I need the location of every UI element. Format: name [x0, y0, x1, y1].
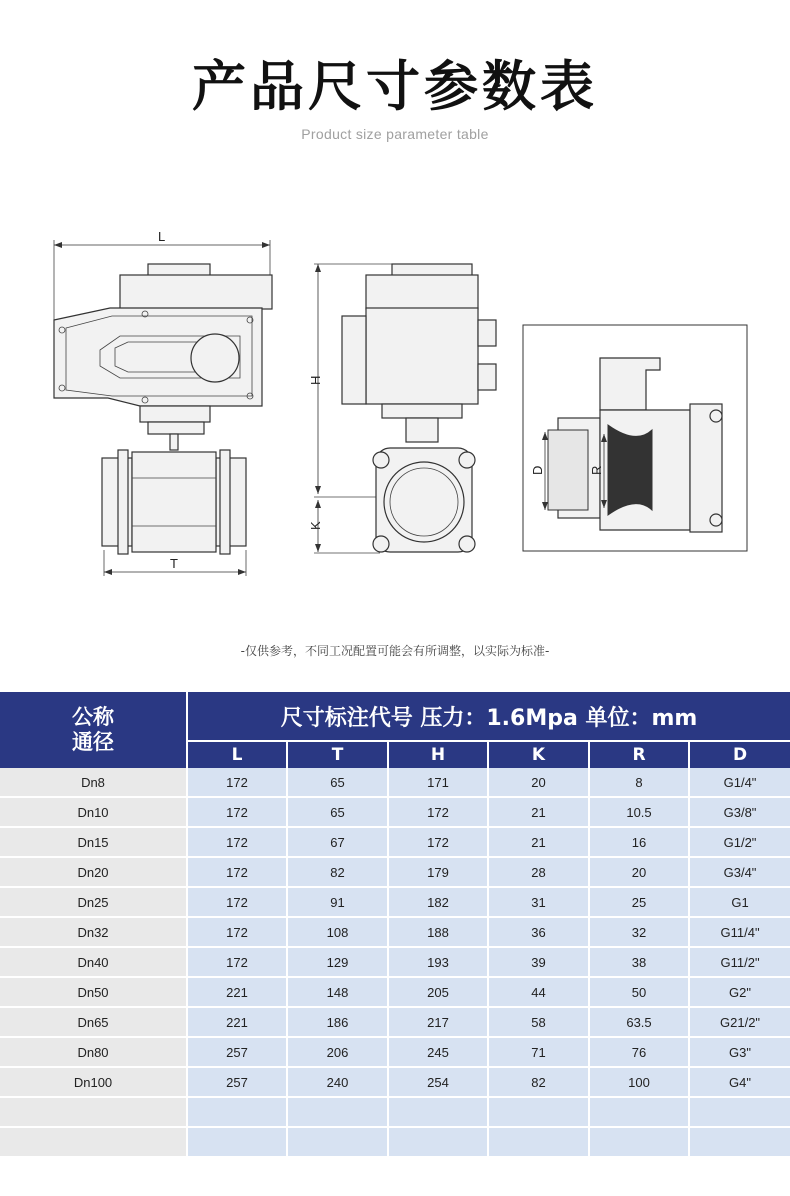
- table-row: [0, 797, 790, 827]
- dimension-cell-h: 193: [388, 947, 488, 977]
- dimension-cell-h: 188: [388, 917, 488, 947]
- dimension-cell-t: 206: [287, 1037, 388, 1067]
- dimension-cell-h: [388, 1097, 488, 1127]
- nominal-diameter-header-line1: 公称: [72, 705, 114, 729]
- column-header-t: T: [287, 741, 388, 768]
- dimension-cell-h: 217: [388, 1007, 488, 1037]
- table-row: [0, 768, 790, 797]
- nominal-diameter-header: [0, 692, 187, 768]
- dimension-cell-r: 32: [589, 917, 689, 947]
- dimension-cell-l: 172: [187, 917, 287, 947]
- dimension-cell-l: 172: [187, 827, 287, 857]
- nominal-diameter-cell: Dn32: [0, 917, 187, 947]
- dim-label-r: R: [589, 465, 604, 475]
- dimension-cell-r: 25: [589, 887, 689, 917]
- nominal-diameter-cell: [0, 1127, 187, 1157]
- nominal-diameter-cell: Dn80: [0, 1037, 187, 1067]
- dim-label-k: K: [308, 521, 323, 530]
- dimension-cell-l: 172: [187, 857, 287, 887]
- table-title-header: 尺寸标注代号 压力：1.6Mpa 单位：mm: [187, 692, 790, 741]
- column-header-k: K: [488, 741, 589, 768]
- dimension-cell-k: 20: [488, 768, 589, 797]
- page-subtitle: Product size parameter table: [301, 126, 489, 142]
- dimension-cell-k: 21: [488, 797, 589, 827]
- dimension-cell-r: [589, 1127, 689, 1157]
- nominal-diameter-cell: Dn25: [0, 887, 187, 917]
- dimension-cell-d: G3/4": [689, 857, 790, 887]
- dimension-cell-t: 65: [287, 768, 388, 797]
- dim-label-l: L: [158, 229, 166, 244]
- dimension-cell-t: 186: [287, 1007, 388, 1037]
- table-row: [0, 1007, 790, 1037]
- dimension-cell-k: 39: [488, 947, 589, 977]
- dim-label-d: D: [530, 465, 545, 475]
- nominal-diameter-cell: [0, 1097, 187, 1127]
- dimension-cell-k: 31: [488, 887, 589, 917]
- dimension-cell-k: 28: [488, 857, 589, 887]
- nominal-diameter-cell: Dn20: [0, 857, 187, 887]
- dimension-cell-h: 245: [388, 1037, 488, 1067]
- dimension-cell-r: 20: [589, 857, 689, 887]
- dimension-cell-h: [388, 1127, 488, 1157]
- dimension-cell-r: 16: [589, 827, 689, 857]
- dimension-cell-d: G3/8": [689, 797, 790, 827]
- dimension-cell-l: [187, 1097, 287, 1127]
- dimension-cell-r: 63.5: [589, 1007, 689, 1037]
- nominal-diameter-cell: Dn100: [0, 1067, 187, 1097]
- table-row: [0, 947, 790, 977]
- dimension-cell-t: [287, 1097, 388, 1127]
- dimension-cell-l: 221: [187, 977, 287, 1007]
- dimension-cell-l: 172: [187, 797, 287, 827]
- dimension-cell-h: 171: [388, 768, 488, 797]
- table-row: [0, 857, 790, 887]
- table-row: [0, 1067, 790, 1097]
- dimension-cell-d: G1/4": [689, 768, 790, 797]
- parameter-table: [0, 692, 790, 1158]
- dimension-cell-r: 50: [589, 977, 689, 1007]
- dimension-cell-h: 182: [388, 887, 488, 917]
- nominal-diameter-cell: Dn50: [0, 977, 187, 1007]
- dimension-cell-k: 71: [488, 1037, 589, 1067]
- dimension-cell-d: G2": [689, 977, 790, 1007]
- section-view-drawing: [523, 325, 747, 551]
- table-row: [0, 887, 790, 917]
- dimension-cell-t: 65: [287, 797, 388, 827]
- dimension-cell-d: G21/2": [689, 1007, 790, 1037]
- dimension-cell-l: 257: [187, 1067, 287, 1097]
- dimension-cell-t: 240: [287, 1067, 388, 1097]
- parameter-table-wrapper: [0, 692, 790, 1158]
- dimension-cell-k: 36: [488, 917, 589, 947]
- valve-dimension-drawings: [0, 220, 790, 590]
- dimension-cell-d: G1: [689, 887, 790, 917]
- dimension-cell-d: G1/2": [689, 827, 790, 857]
- table-row: [0, 1097, 790, 1127]
- dimension-cell-t: 67: [287, 827, 388, 857]
- dimension-cell-l: [187, 1127, 287, 1157]
- table-row: [0, 1037, 790, 1067]
- table-row: [0, 917, 790, 947]
- dimension-cell-d: G11/2": [689, 947, 790, 977]
- dimension-cell-k: 44: [488, 977, 589, 1007]
- dimension-cell-r: 76: [589, 1037, 689, 1067]
- dimension-cell-k: 58: [488, 1007, 589, 1037]
- dimension-cell-d: G4": [689, 1067, 790, 1097]
- dimension-cell-k: [488, 1127, 589, 1157]
- dimension-cell-h: 205: [388, 977, 488, 1007]
- table-row: [0, 977, 790, 1007]
- dimension-cell-k: 82: [488, 1067, 589, 1097]
- front-view-drawing: [54, 229, 272, 576]
- dimension-cell-h: 172: [388, 827, 488, 857]
- nominal-diameter-cell: Dn65: [0, 1007, 187, 1037]
- table-body: [0, 768, 790, 1157]
- dimension-cell-r: 100: [589, 1067, 689, 1097]
- dimension-cell-r: 10.5: [589, 797, 689, 827]
- dimension-cell-l: 172: [187, 887, 287, 917]
- nominal-diameter-header-line2: 通径: [72, 730, 114, 754]
- dimension-cell-r: 8: [589, 768, 689, 797]
- dimension-cell-t: [287, 1127, 388, 1157]
- dimension-cell-k: [488, 1097, 589, 1127]
- dim-label-h: H: [308, 375, 323, 385]
- table-row: [0, 1127, 790, 1157]
- nominal-diameter-cell: Dn8: [0, 768, 187, 797]
- dimension-cell-l: 172: [187, 768, 287, 797]
- column-header-l: L: [187, 741, 287, 768]
- dimension-cell-t: 148: [287, 977, 388, 1007]
- dimension-cell-h: 172: [388, 797, 488, 827]
- dimension-cell-t: 82: [287, 857, 388, 887]
- table-row: [0, 827, 790, 857]
- column-header-r: R: [589, 741, 689, 768]
- dim-label-t: T: [170, 556, 178, 571]
- dimension-cell-r: 38: [589, 947, 689, 977]
- nominal-diameter-cell: Dn40: [0, 947, 187, 977]
- dimension-cell-d: G3": [689, 1037, 790, 1067]
- nominal-diameter-cell: Dn10: [0, 797, 187, 827]
- dimension-cell-l: 221: [187, 1007, 287, 1037]
- dimension-cell-h: 254: [388, 1067, 488, 1097]
- page-title: 产品尺寸参数表: [192, 55, 598, 118]
- nominal-diameter-cell: Dn15: [0, 827, 187, 857]
- column-header-d: D: [689, 741, 790, 768]
- side-view-drawing: [308, 264, 496, 553]
- dimension-cell-t: 129: [287, 947, 388, 977]
- dimension-cell-l: 257: [187, 1037, 287, 1067]
- reference-note: -仅供参考，不同工况配置可能会有所调整，以实际为标准-: [240, 644, 550, 658]
- dimension-cell-t: 108: [287, 917, 388, 947]
- dimension-cell-d: G11/4": [689, 917, 790, 947]
- dimension-cell-h: 179: [388, 857, 488, 887]
- dimension-cell-d: [689, 1097, 790, 1127]
- column-header-h: H: [388, 741, 488, 768]
- dimension-cell-k: 21: [488, 827, 589, 857]
- dimension-cell-r: [589, 1097, 689, 1127]
- dimension-cell-t: 91: [287, 887, 388, 917]
- dimension-cell-l: 172: [187, 947, 287, 977]
- dimension-cell-d: [689, 1127, 790, 1157]
